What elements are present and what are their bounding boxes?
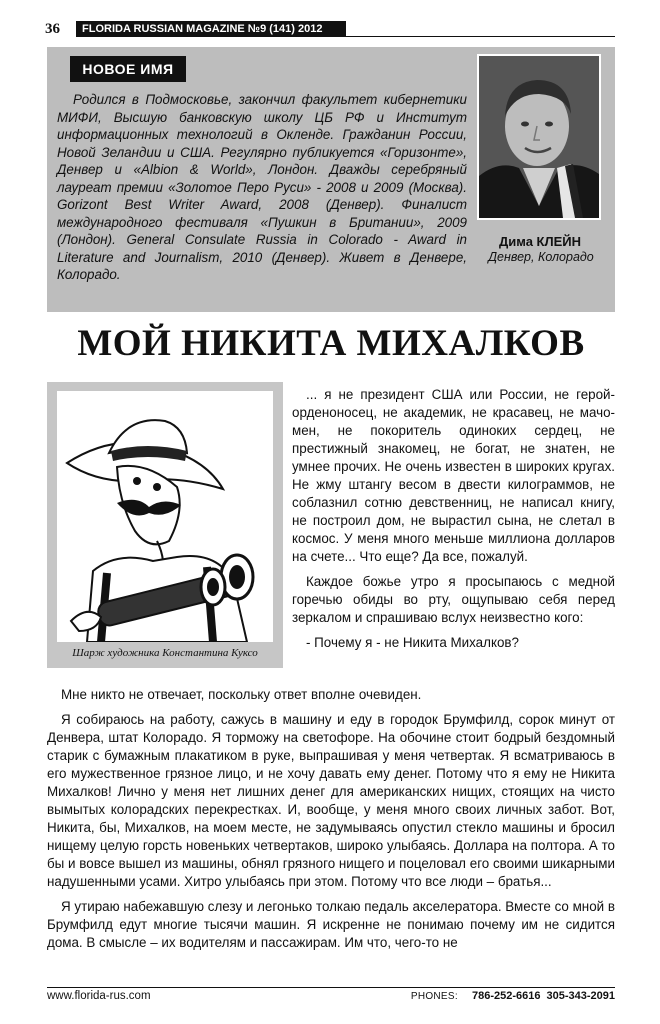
- article-paragraph: Каждое божье утро я просыпаюсь с медной горечью обиды во рту, ощупываю себя перед зеркалом и спрашиваю вслух неизвестно кого:: [292, 574, 615, 625]
- author-photo: [477, 54, 601, 220]
- new-name-tag: НОВОЕ ИМЯ: [70, 56, 186, 82]
- phones-label: PHONES:: [410, 991, 458, 1002]
- page-number: 36: [45, 21, 60, 37]
- article-paragraph: Мне никто не отвечает, поскольку ответ вполне очевиден.: [61, 687, 422, 702]
- article-paragraph: ... я не президент США или России, не герой-орденоносец, не академик, не красавец, не мачо-мен, не покоритель одиноких сердец, не престижный знакомец, не богат, не знатен, не умнее прочих. Не очень известен в широких кругах. Не жму штангу весом в двести килограммов, не соблазнил сотню девственниц, не написал книгу, не построил дом, не вырастил сына, не слетал в космос. У меня много меньше миллиона долларов на счете... Что еще? Да все, пожалуй.: [292, 387, 615, 564]
- footer-url: www.florida-rus.com: [47, 990, 151, 1002]
- footer-rule: [47, 987, 615, 988]
- author-portrait-image: [479, 56, 599, 218]
- phone-number: 786-252-6616: [471, 990, 541, 1002]
- caricature-figure: [47, 382, 283, 668]
- caricature-image: [57, 391, 273, 642]
- author-name: Дима КЛЕЙН: [499, 234, 581, 249]
- magazine-title-bar: FLORIDA RUSSIAN MAGAZINE №9 (141) 2012: [76, 21, 346, 37]
- caricature-drawing: [57, 391, 273, 642]
- footer-phones: [411, 990, 615, 1002]
- author-city: Денвер, Колорадо: [488, 250, 594, 264]
- article-title: МОЙ НИКИТА МИХАЛКОВ: [77, 323, 585, 364]
- author-bio-box: [47, 47, 615, 312]
- article-paragraph: Я собираюсь на работу, сажусь в машину и еду в городок Брумфилд, сорок минут от Денвера, штат Колорадо. Я торможу на светофоре. На обочине стоит бодрый бездомный старик с бумажным плакатиком в руке, выпрашивая у меня четвертак. Я всматриваюсь в его мужественное грязное лицо, и не хочу давать ему денег. Потому что я ему не Никита Михалков! Лично у меня нет лишних денег для американских нищих, стоящих на чисто вымытых колорадских перекрестках. И, вообще, у меня много своих личных забот. Вот, Никита, бы, Михалков, на моем месте, не задумываясь опустил стекло машины и бросил нищему целую горсть новеньких четвертаков, широко улыбаясь. Доллара на полтора. А то бы и вовсе вышел из машины, обнял грязного нищего и поцеловал его своими шикарными надушенными усами. Хитро улыбаясь при этом. Потому что все люди – братья...: [47, 712, 615, 889]
- article-body: [47, 686, 615, 959]
- article-paragraph: Я утираю набежавшую слезу и легонько толкаю педаль акселератора. Вместе со мной в Брумфилд едут многие тысячи машин. Я искренне не понимаю почему им не сидится дома. В смысле – их водителям и пассажирам. Им что, чего-то не: [47, 899, 615, 950]
- article-side-column: [292, 386, 615, 659]
- article-quote: - Почему я - не Никита Михалков?: [306, 635, 519, 650]
- phone-number: 305-343-2091: [546, 990, 615, 1002]
- page-header: [45, 21, 615, 37]
- bio-text: Родился в Подмосковье, закончил факультет кибернетики МИФИ, Высшую банковскую школу ЦБ РФ и Институт информационных технологий в Окленде. Гражданин России, Новой Зеландии и США. Регулярно публикуется «Горизонте», Денвер и «Albion & World», Лондон. Дважды серебряный лауреат премии «Золотое Перо Руси» - 2008 и 2009 (Москва). Gorizont Best Writer Award, 2008 (Денвер). Финалист международного фестиваля «Пушкин в Британии», 2009 (Лондон). General Consulate Russia in Colorado - Award in Literature and Journalism, 2010 (Денвер). Живет в Денвере, Колорадо.: [57, 92, 467, 282]
- illustration-caption: Шарж художника Константина Куксо: [72, 647, 258, 659]
- header-rule: [76, 36, 615, 37]
